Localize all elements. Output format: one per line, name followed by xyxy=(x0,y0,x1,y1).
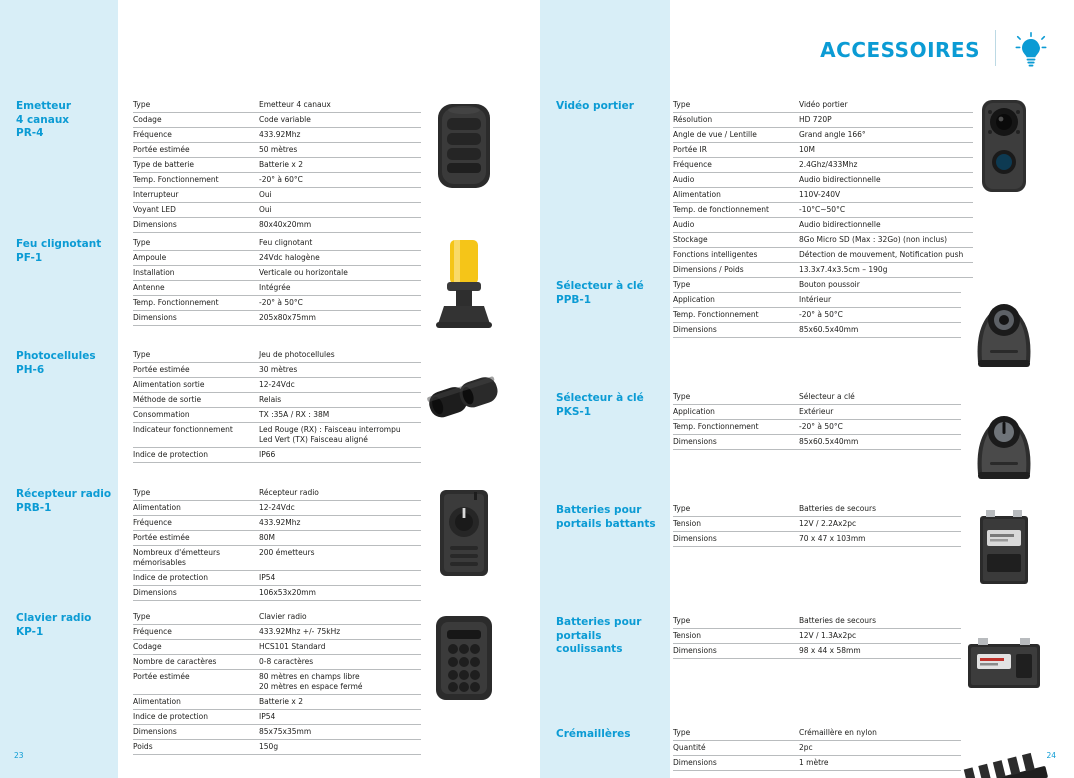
spec-row xyxy=(133,740,421,755)
spec-value: Détection de mouvement, Notification push xyxy=(799,248,973,263)
spec-value: Batteries de secours xyxy=(799,502,961,517)
spec-table xyxy=(673,390,961,450)
spec-value: 106x53x20mm xyxy=(259,586,421,601)
spec-value: Feu clignotant xyxy=(259,236,421,251)
spec-value: -20° à 50°C xyxy=(799,308,961,323)
spec-key: Consommation xyxy=(133,408,259,423)
spec-row xyxy=(673,644,961,659)
spec-key: Type de batterie xyxy=(133,158,259,173)
spec-value: Vidéo portier xyxy=(799,98,973,113)
page-title: ACCESSOIRES xyxy=(820,38,980,62)
spec-value: 110V-240V xyxy=(799,188,973,203)
spec-value: Batteries de secours xyxy=(799,614,961,629)
spec-row xyxy=(133,158,421,173)
spec-value: 70 x 47 x 103mm xyxy=(799,532,961,547)
spec-value: 0-8 caractères xyxy=(259,655,421,670)
spec-table xyxy=(673,614,961,659)
spec-row xyxy=(133,393,421,408)
spec-row xyxy=(133,586,421,601)
spec-value: 433.92Mhz xyxy=(259,516,421,531)
spec-row xyxy=(673,158,973,173)
spec-value: Audio bidirectionnelle xyxy=(799,173,973,188)
spec-row xyxy=(133,408,421,423)
spec-key: Dimensions xyxy=(133,311,259,326)
spec-value: IP66 xyxy=(259,448,421,463)
spec-value: 85x75x35mm xyxy=(259,725,421,740)
spec-value: 12V / 1.3Ax2pc xyxy=(799,629,961,644)
spec-key: Dimensions xyxy=(133,218,259,233)
spec-row xyxy=(133,501,421,516)
spec-row xyxy=(673,173,973,188)
spec-value: -20° à 50°C xyxy=(799,420,961,435)
spec-key: Temp. Fonctionnement xyxy=(673,308,799,323)
spec-key: Installation xyxy=(133,266,259,281)
spec-value: IP54 xyxy=(259,710,421,725)
spec-key: Portée IR xyxy=(673,143,799,158)
product-label: Vidéo portier xyxy=(556,100,634,112)
spec-value: 10M xyxy=(799,143,973,158)
spec-key: Temp. Fonctionnement xyxy=(133,173,259,188)
spec-row xyxy=(133,571,421,586)
spec-key: Tension xyxy=(673,629,799,644)
flashing-light-image xyxy=(414,234,514,334)
spec-row xyxy=(673,726,961,741)
spec-key: Tension xyxy=(673,517,799,532)
spec-row xyxy=(673,502,961,517)
spec-key: Temp. Fonctionnement xyxy=(673,420,799,435)
spec-value: Verticale ou horizontale xyxy=(259,266,421,281)
spec-key: Alimentation xyxy=(133,501,259,516)
battery-wide-image xyxy=(954,612,1054,712)
product-entry xyxy=(548,380,1068,492)
spec-row xyxy=(673,756,961,771)
spec-row xyxy=(133,113,421,128)
spec-key: Codage xyxy=(133,113,259,128)
spec-row xyxy=(133,98,421,113)
spec-row xyxy=(133,143,421,158)
spec-key: Alimentation xyxy=(673,188,799,203)
spec-key: Temp. Fonctionnement xyxy=(133,296,259,311)
spec-table xyxy=(673,726,961,771)
product-entry xyxy=(548,88,1068,274)
spec-key: Nombreux d'émetteurs mémorisables xyxy=(133,546,259,571)
product-entry xyxy=(8,88,528,229)
spec-row xyxy=(133,173,421,188)
spec-key: Indice de protection xyxy=(133,710,259,725)
spec-row xyxy=(673,420,961,435)
spec-value: Jeu de photocellules xyxy=(259,348,421,363)
spec-table xyxy=(133,348,421,463)
spec-row xyxy=(133,610,421,625)
spec-row xyxy=(133,378,421,393)
spec-row xyxy=(133,531,421,546)
spec-key: Type xyxy=(133,98,259,113)
spec-value: 433.92Mhz xyxy=(259,128,421,143)
spec-key: Dimensions / Poids xyxy=(673,263,799,278)
spec-row xyxy=(133,128,421,143)
spec-value: Crémaillère en nylon xyxy=(799,726,961,741)
spec-key: Fréquence xyxy=(133,625,259,640)
spec-row xyxy=(133,236,421,251)
spec-value: 30 mètres xyxy=(259,363,421,378)
product-entry xyxy=(8,476,528,600)
spec-row xyxy=(133,546,421,571)
spec-key: Fréquence xyxy=(133,128,259,143)
spec-row xyxy=(673,278,961,293)
spec-key: Fonctions intelligentes xyxy=(673,248,799,263)
spec-key: Application xyxy=(673,293,799,308)
spec-key: Fréquence xyxy=(133,516,259,531)
page-number-right: 24 xyxy=(1046,751,1056,760)
spec-value: 12-24Vdc xyxy=(259,378,421,393)
spec-key: Portée estimée xyxy=(133,143,259,158)
spec-value: Intégrée xyxy=(259,281,421,296)
spec-key: Angle de vue / Lentille xyxy=(673,128,799,143)
spec-key: Dimensions xyxy=(133,586,259,601)
product-entry xyxy=(8,226,528,338)
battery-tall-image xyxy=(954,500,1054,600)
spec-table xyxy=(673,502,961,547)
spec-value: Clavier radio xyxy=(259,610,421,625)
product-label: Emetteur 4 canaux PR-4 xyxy=(16,100,72,139)
spec-row xyxy=(133,670,421,695)
spec-row xyxy=(673,293,961,308)
spec-table xyxy=(673,278,961,338)
spec-value: Sélecteur a clé xyxy=(799,390,961,405)
page-number-left: 23 xyxy=(14,751,24,760)
spec-table xyxy=(133,486,421,601)
spec-value: 8Go Micro SD (Max : 32Go) (non inclus) xyxy=(799,233,973,248)
spec-value: Récepteur radio xyxy=(259,486,421,501)
spec-table xyxy=(133,236,421,326)
spec-key: Codage xyxy=(133,640,259,655)
spec-row xyxy=(133,710,421,725)
spec-value: -20° à 60°C xyxy=(259,173,421,188)
spec-key: Portée estimée xyxy=(133,363,259,378)
product-label: Récepteur radio PRB-1 xyxy=(16,488,112,514)
spec-row xyxy=(673,532,961,547)
spec-key: Audio xyxy=(673,218,799,233)
keypad-image xyxy=(414,608,514,708)
spec-row xyxy=(133,363,421,378)
product-label: Batteries pour portails coulissants xyxy=(556,616,642,655)
product-entry xyxy=(548,716,1068,778)
spec-value: Code variable xyxy=(259,113,421,128)
product-entry xyxy=(548,268,1068,380)
left-column xyxy=(8,88,528,752)
remote-control-4-button-image xyxy=(414,96,514,196)
product-label: Sélecteur à clé PPB-1 xyxy=(556,280,644,306)
spec-key: Nombre de caractères xyxy=(133,655,259,670)
spec-key: Temp. de fonctionnement xyxy=(673,203,799,218)
spec-value: 1 mètre xyxy=(799,756,961,771)
spec-value: IP54 xyxy=(259,571,421,586)
spec-value: 433.92Mhz +/- 75kHz xyxy=(259,625,421,640)
spec-value: TX :35A / RX : 38M xyxy=(259,408,421,423)
spec-row xyxy=(133,725,421,740)
spec-table xyxy=(673,98,973,278)
spec-value: 205x80x75mm xyxy=(259,311,421,326)
spec-key: Quantité xyxy=(673,741,799,756)
spec-key: Type xyxy=(673,390,799,405)
spec-key: Type xyxy=(133,610,259,625)
right-column xyxy=(548,88,1068,778)
product-entry xyxy=(548,604,1068,716)
spec-row xyxy=(133,423,421,448)
spec-row xyxy=(133,486,421,501)
spec-key: Stockage xyxy=(673,233,799,248)
spec-row xyxy=(133,251,421,266)
spec-key: Type xyxy=(133,236,259,251)
product-entry xyxy=(8,600,528,752)
spec-row xyxy=(133,448,421,463)
spec-value: 80 mètres en champs libre 20 mètres en espace fermé xyxy=(259,670,421,695)
spec-key: Voyant LED xyxy=(133,203,259,218)
spec-row xyxy=(673,741,961,756)
spec-value: Oui xyxy=(259,188,421,203)
spec-key: Alimentation xyxy=(133,695,259,710)
spec-row xyxy=(133,348,421,363)
spec-key: Fréquence xyxy=(673,158,799,173)
spec-value: -10°C~50°C xyxy=(799,203,973,218)
spec-key: Dimensions xyxy=(673,644,799,659)
spec-row xyxy=(673,233,973,248)
spec-value: 85x60.5x40mm xyxy=(799,435,961,450)
spec-value: Grand angle 166° xyxy=(799,128,973,143)
spec-row xyxy=(673,323,961,338)
product-label: Photocellules PH-6 xyxy=(16,350,96,376)
spec-row xyxy=(673,113,973,128)
spec-value: 80x40x20mm xyxy=(259,218,421,233)
spec-key: Dimensions xyxy=(673,323,799,338)
header-divider xyxy=(995,30,996,66)
spec-value: HD 720P xyxy=(799,113,973,128)
spec-key: Ampoule xyxy=(133,251,259,266)
spec-value: -20° à 50°C xyxy=(259,296,421,311)
spec-key: Interrupteur xyxy=(133,188,259,203)
spec-value: 85x60.5x40mm xyxy=(799,323,961,338)
spec-row xyxy=(133,516,421,531)
spec-table xyxy=(133,610,421,755)
spec-row xyxy=(673,629,961,644)
spec-key: Audio xyxy=(673,173,799,188)
spec-value: 98 x 44 x 58mm xyxy=(799,644,961,659)
spec-value: 50 mètres xyxy=(259,143,421,158)
product-label: Batteries pour portails battants xyxy=(556,504,656,530)
spec-row xyxy=(133,296,421,311)
product-label: Crémaillères xyxy=(556,728,631,740)
spec-value: Batterie x 2 xyxy=(259,695,421,710)
spec-key: Dimensions xyxy=(673,435,799,450)
spec-key: Antenne xyxy=(133,281,259,296)
spec-value: 13.3x7.4x3.5cm – 190g xyxy=(799,263,973,278)
spec-key: Indice de protection xyxy=(133,448,259,463)
spec-key: Dimensions xyxy=(673,532,799,547)
spec-key: Type xyxy=(673,502,799,517)
spec-key: Portée estimée xyxy=(133,670,259,695)
spec-key: Type xyxy=(673,726,799,741)
spec-value: Extérieur xyxy=(799,405,961,420)
spec-value: 150g xyxy=(259,740,421,755)
spec-row xyxy=(133,188,421,203)
spec-value: Relais xyxy=(259,393,421,408)
spec-row xyxy=(133,655,421,670)
key-selector-key-image xyxy=(954,388,1054,488)
spec-key: Alimentation sortie xyxy=(133,378,259,393)
spec-value: Intérieur xyxy=(799,293,961,308)
spec-row xyxy=(673,203,973,218)
spec-row xyxy=(133,640,421,655)
spec-row xyxy=(133,695,421,710)
spec-key: Application xyxy=(673,405,799,420)
spec-value: 200 émetteurs xyxy=(259,546,421,571)
spec-key: Dimensions xyxy=(673,756,799,771)
spec-value: 12V / 2.2Ax2pc xyxy=(799,517,961,532)
spec-value: 24Vdc halogène xyxy=(259,251,421,266)
spec-row xyxy=(673,308,961,323)
spec-row xyxy=(133,203,421,218)
spec-row xyxy=(133,281,421,296)
spec-row xyxy=(673,143,973,158)
spec-key: Type xyxy=(673,614,799,629)
spec-key: Type xyxy=(133,348,259,363)
spec-key: Portée estimée xyxy=(133,531,259,546)
spec-row xyxy=(673,517,961,532)
product-entry xyxy=(8,338,528,476)
spec-value: HCS101 Standard xyxy=(259,640,421,655)
spec-row xyxy=(673,435,961,450)
key-selector-button-image xyxy=(954,276,1054,376)
lightbulb-icon xyxy=(1014,32,1048,70)
spec-value: 2pc xyxy=(799,741,961,756)
spec-value: 2.4Ghz/433Mhz xyxy=(799,158,973,173)
product-label: Sélecteur à clé PKS-1 xyxy=(556,392,644,418)
spec-value: Batterie x 2 xyxy=(259,158,421,173)
spec-table xyxy=(133,98,421,233)
photocell-pair-image xyxy=(414,346,514,446)
spec-value: Led Rouge (RX) : Faisceau interrompu Led Vert (TX) Faisceau aligné xyxy=(259,423,421,448)
spec-row xyxy=(673,405,961,420)
radio-receiver-image xyxy=(414,484,514,584)
spec-row xyxy=(133,311,421,326)
spec-value: 80M xyxy=(259,531,421,546)
spec-key: Type xyxy=(673,278,799,293)
rack-rail-image xyxy=(954,724,1054,778)
spec-key: Type xyxy=(673,98,799,113)
spec-row xyxy=(673,614,961,629)
spec-key: Poids xyxy=(133,740,259,755)
spec-key: Résolution xyxy=(673,113,799,128)
spec-row xyxy=(133,625,421,640)
spec-row xyxy=(133,266,421,281)
spec-key: Méthode de sortie xyxy=(133,393,259,408)
spec-value: Audio bidirectionnelle xyxy=(799,218,973,233)
spec-key: Type xyxy=(133,486,259,501)
spec-key: Dimensions xyxy=(133,725,259,740)
spec-value: 12-24Vdc xyxy=(259,501,421,516)
spec-row xyxy=(673,390,961,405)
product-label: Clavier radio KP-1 xyxy=(16,612,92,638)
spec-row xyxy=(673,98,973,113)
video-doorbell-image xyxy=(954,96,1054,196)
spec-row xyxy=(673,248,973,263)
product-entry xyxy=(548,492,1068,604)
spec-row xyxy=(673,188,973,203)
spec-value: Bouton poussoir xyxy=(799,278,961,293)
spec-value: Oui xyxy=(259,203,421,218)
product-label: Feu clignotant PF-1 xyxy=(16,238,102,264)
spec-row xyxy=(673,128,973,143)
spec-key: Indice de protection xyxy=(133,571,259,586)
spec-value: Emetteur 4 canaux xyxy=(259,98,421,113)
spec-key: Indicateur fonctionnement xyxy=(133,423,259,448)
spec-row xyxy=(673,218,973,233)
